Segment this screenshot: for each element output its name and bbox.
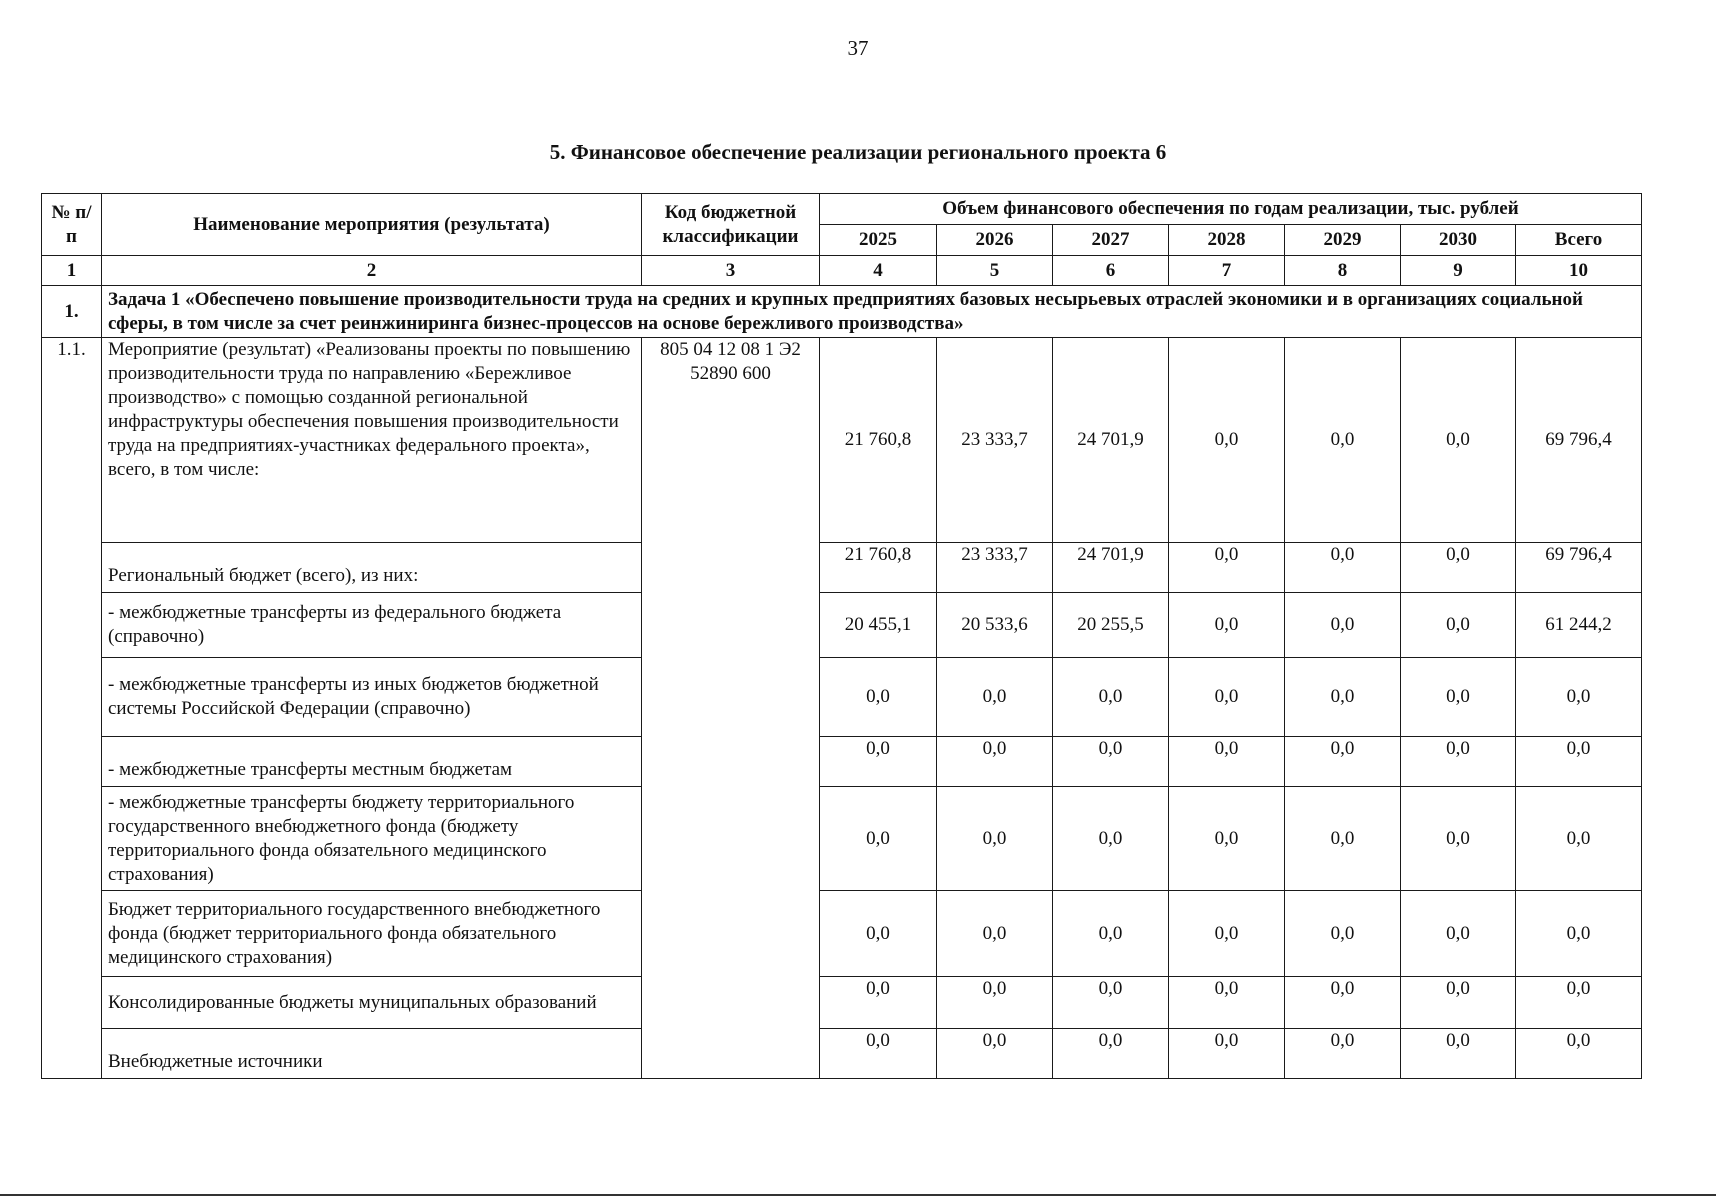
header-year: 2029 bbox=[1285, 225, 1401, 256]
value-cell: 0,0 bbox=[937, 737, 1053, 787]
value-cell: 24 701,9 bbox=[1053, 338, 1169, 543]
table-row bbox=[42, 977, 1642, 1029]
page-bottom-rule bbox=[0, 1194, 1716, 1196]
column-number: 4 bbox=[820, 256, 937, 286]
table-row bbox=[42, 1029, 1642, 1079]
table-row bbox=[42, 737, 1642, 787]
item-number: 1.1. bbox=[42, 338, 102, 1079]
column-number: 7 bbox=[1169, 256, 1285, 286]
value-cell: 0,0 bbox=[1169, 338, 1285, 543]
value-cell: 0,0 bbox=[1285, 658, 1401, 737]
value-cell: 0,0 bbox=[1285, 787, 1401, 891]
value-cell: 0,0 bbox=[1169, 543, 1285, 593]
value-cell: 0,0 bbox=[1169, 891, 1285, 977]
value-cell: 0,0 bbox=[1401, 977, 1516, 1029]
value-cell: 0,0 bbox=[1516, 977, 1642, 1029]
table-row bbox=[42, 658, 1642, 737]
value-cell: 21 760,8 bbox=[820, 338, 937, 543]
value-cell: 0,0 bbox=[1516, 787, 1642, 891]
table-row bbox=[42, 593, 1642, 658]
value-cell: 0,0 bbox=[937, 977, 1053, 1029]
value-cell: 0,0 bbox=[937, 1029, 1053, 1079]
value-cell: 0,0 bbox=[820, 977, 937, 1029]
value-cell: 0,0 bbox=[1169, 593, 1285, 658]
value-cell: 0,0 bbox=[1516, 658, 1642, 737]
value-cell: 0,0 bbox=[937, 787, 1053, 891]
value-cell: 0,0 bbox=[1053, 737, 1169, 787]
value-cell: 0,0 bbox=[1401, 338, 1516, 543]
value-cell: 0,0 bbox=[1285, 593, 1401, 658]
value-cell: 0,0 bbox=[820, 891, 937, 977]
value-cell: 0,0 bbox=[937, 658, 1053, 737]
row-name: Внебюджетные источники bbox=[102, 1029, 642, 1079]
value-cell: 0,0 bbox=[820, 737, 937, 787]
value-cell: 21 760,8 bbox=[820, 543, 937, 593]
column-number: 2 bbox=[102, 256, 642, 286]
value-cell: 0,0 bbox=[1285, 1029, 1401, 1079]
value-cell: 0,0 bbox=[1053, 787, 1169, 891]
value-cell: 0,0 bbox=[1169, 977, 1285, 1029]
value-cell: 0,0 bbox=[1401, 787, 1516, 891]
column-number: 10 bbox=[1516, 256, 1642, 286]
row-name: Мероприятие (результат) «Реализованы проекты по повышению производительности труда по направлению «Бережливое производство» с помощью созданной региональной инфраструктуры обеспечения повышения производительности труда на предприятиях-участниках федерального проекта», всего, в том числе: bbox=[102, 338, 642, 543]
value-cell: 0,0 bbox=[1516, 737, 1642, 787]
value-cell: 0,0 bbox=[1401, 891, 1516, 977]
value-cell: 23 333,7 bbox=[937, 338, 1053, 543]
row-name: Региональный бюджет (всего), из них: bbox=[102, 543, 642, 593]
value-cell: 0,0 bbox=[1053, 891, 1169, 977]
header-volume: Объем финансового обеспечения по годам реализации, тыс. рублей bbox=[820, 194, 1642, 225]
value-cell: 0,0 bbox=[1053, 977, 1169, 1029]
row-name: - межбюджетные трансферты бюджету территориального государственного внебюджетного фонда (бюджету территориального фонда обязательного медицинского страхования) bbox=[102, 787, 642, 891]
finance-table bbox=[41, 193, 1642, 1079]
value-cell: 0,0 bbox=[937, 891, 1053, 977]
column-number: 8 bbox=[1285, 256, 1401, 286]
header-year: 2027 bbox=[1053, 225, 1169, 256]
value-cell: 24 701,9 bbox=[1053, 543, 1169, 593]
row-name: Консолидированные бюджеты муниципальных образований bbox=[102, 977, 642, 1029]
value-cell: 0,0 bbox=[1169, 1029, 1285, 1079]
column-number: 3 bbox=[642, 256, 820, 286]
header-year: 2030 bbox=[1401, 225, 1516, 256]
value-cell: 0,0 bbox=[1285, 338, 1401, 543]
budget-code: 805 04 12 08 1 Э2 52890 600 bbox=[642, 338, 820, 1079]
table-row bbox=[42, 543, 1642, 593]
value-cell: 23 333,7 bbox=[937, 543, 1053, 593]
table-row bbox=[42, 787, 1642, 891]
row-name: - межбюджетные трансферты из федерального бюджета (справочно) bbox=[102, 593, 642, 658]
header-num: № п/п bbox=[42, 194, 102, 256]
task-number: 1. bbox=[42, 286, 102, 338]
value-cell: 0,0 bbox=[820, 1029, 937, 1079]
value-cell: 0,0 bbox=[1516, 891, 1642, 977]
value-cell: 0,0 bbox=[1401, 593, 1516, 658]
value-cell: 0,0 bbox=[1053, 1029, 1169, 1079]
value-cell: 0,0 bbox=[1169, 737, 1285, 787]
header-year: 2028 bbox=[1169, 225, 1285, 256]
header-name: Наименование мероприятия (результата) bbox=[102, 194, 642, 256]
task-description: Задача 1 «Обеспечено повышение производительности труда на средних и крупных предприятиях базовых несырьевых отраслей экономики и в организациях социальной сферы, в том числе за счет реинжиниринга бизнес-процессов на основе бережливого производства» bbox=[102, 286, 1642, 338]
row-name: - межбюджетные трансферты из иных бюджетов бюджетной системы Российской Федерации (справочно) bbox=[102, 658, 642, 737]
value-cell: 69 796,4 bbox=[1516, 543, 1642, 593]
value-cell: 0,0 bbox=[1285, 977, 1401, 1029]
value-cell: 0,0 bbox=[1401, 543, 1516, 593]
table-row bbox=[42, 891, 1642, 977]
page-title: 5. Финансовое обеспечение реализации регионального проекта 6 bbox=[549, 140, 1167, 164]
value-cell: 0,0 bbox=[1053, 658, 1169, 737]
column-number: 9 bbox=[1401, 256, 1516, 286]
value-cell: 61 244,2 bbox=[1516, 593, 1642, 658]
value-cell: 0,0 bbox=[1516, 1029, 1642, 1079]
value-cell: 0,0 bbox=[1401, 658, 1516, 737]
page-number: 37 bbox=[847, 36, 869, 60]
column-number: 1 bbox=[42, 256, 102, 286]
value-cell: 0,0 bbox=[820, 658, 937, 737]
value-cell: 20 255,5 bbox=[1053, 593, 1169, 658]
header-code: Код бюджетной классификации bbox=[642, 194, 820, 256]
value-cell: 0,0 bbox=[1285, 737, 1401, 787]
value-cell: 0,0 bbox=[1285, 543, 1401, 593]
column-number: 6 bbox=[1053, 256, 1169, 286]
value-cell: 0,0 bbox=[1169, 787, 1285, 891]
column-number: 5 bbox=[937, 256, 1053, 286]
header-year: 2025 bbox=[820, 225, 937, 256]
table-row bbox=[42, 338, 1642, 543]
value-cell: 0,0 bbox=[1401, 737, 1516, 787]
value-cell: 0,0 bbox=[1169, 658, 1285, 737]
header-year: 2026 bbox=[937, 225, 1053, 256]
row-name: - межбюджетные трансферты местным бюджетам bbox=[102, 737, 642, 787]
row-name: Бюджет территориального государственного внебюджетного фонда (бюджет территориального фонда обязательного медицинского страхования) bbox=[102, 891, 642, 977]
value-cell: 20 533,6 bbox=[937, 593, 1053, 658]
value-cell: 0,0 bbox=[820, 787, 937, 891]
value-cell: 20 455,1 bbox=[820, 593, 937, 658]
header-total: Всего bbox=[1516, 225, 1642, 256]
value-cell: 0,0 bbox=[1285, 891, 1401, 977]
value-cell: 0,0 bbox=[1401, 1029, 1516, 1079]
value-cell: 69 796,4 bbox=[1516, 338, 1642, 543]
